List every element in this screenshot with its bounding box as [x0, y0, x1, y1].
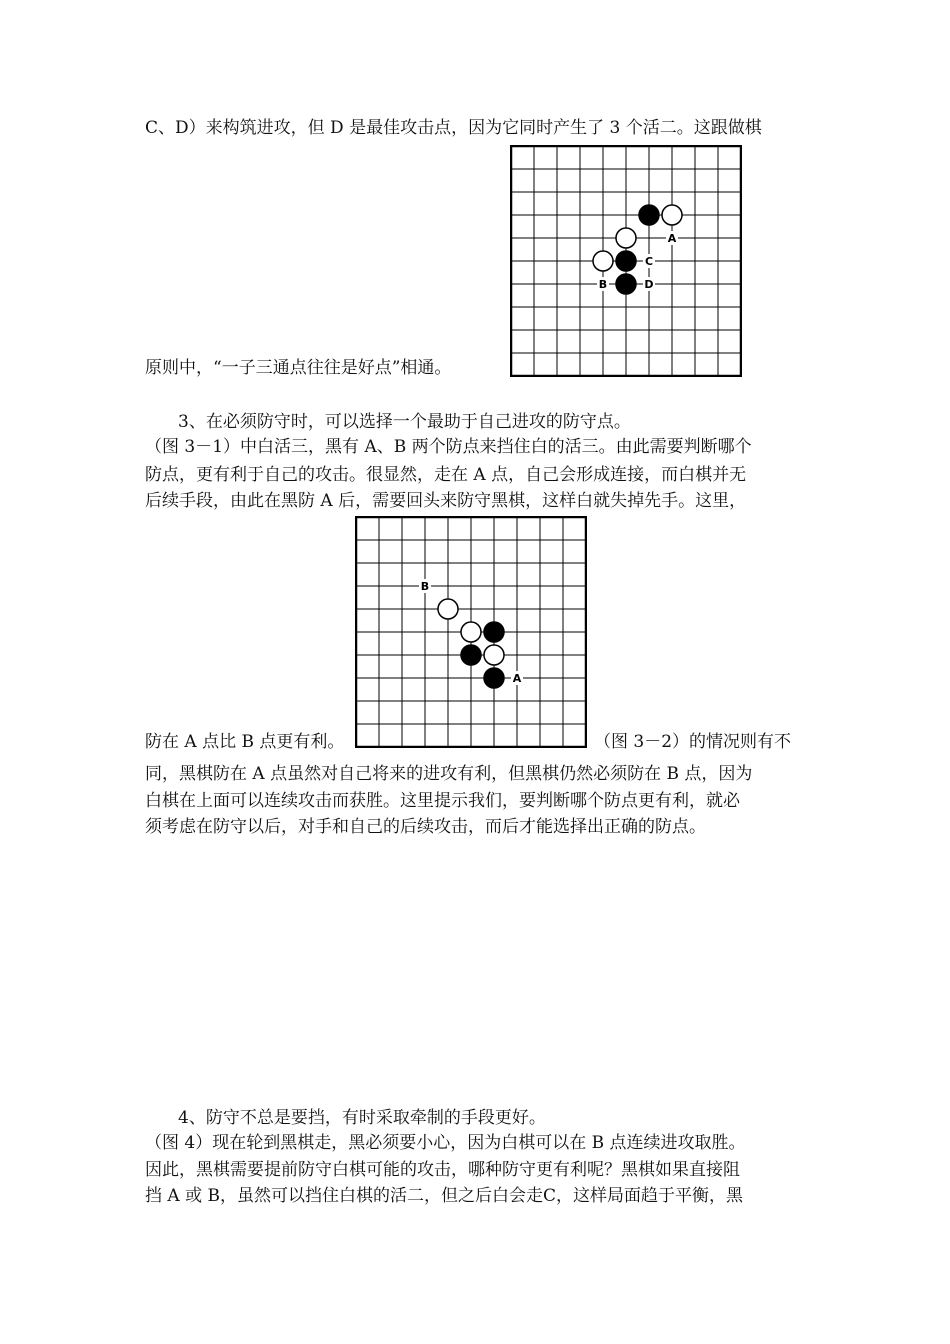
black-stone	[639, 205, 659, 225]
white-stone	[461, 622, 481, 642]
para-line-6: 后续手段，由此在黑防 A 后，需要回头来防守黑棋，这样白就失掉先手。这里，	[145, 491, 747, 511]
black-stone	[616, 274, 636, 294]
board-svg	[510, 145, 742, 377]
point-label: C	[644, 255, 654, 268]
para-line-12: （图 4）现在轮到黑棋走，黑必须要小心，因为白棋可以在 B 点连续进攻取胜。	[145, 1133, 746, 1153]
para-line-5: 防点，更有利于自己的攻击。很显然，走在 A 点，自己会形成连接，而白棋并无	[145, 465, 747, 485]
black-stone	[484, 622, 504, 642]
gomoku-board-figure-3-1	[355, 516, 587, 748]
point-label: A	[512, 672, 522, 685]
board-svg	[355, 516, 587, 748]
para-line-4: （图 3－1）中白活三，黑有 A、B 两个防点来挡住白的活三。由此需要判断哪个	[145, 437, 752, 457]
black-stone	[616, 251, 636, 271]
white-stone	[616, 228, 636, 248]
gomoku-board-figure-2	[510, 145, 742, 377]
white-stone	[484, 645, 504, 665]
white-stone	[662, 205, 682, 225]
white-stone	[593, 251, 613, 271]
point-label: B	[420, 580, 430, 593]
para-line-1: C、D）来构筑进攻，但 D 是最佳攻击点，因为它同时产生了 3 个活二。这跟做棋	[145, 118, 762, 138]
white-stone	[438, 599, 458, 619]
para-line-8: 同，黑棋防在 A 点虽然对自己将来的进攻有利，但黑棋仍然必须防在 B 点，因为	[145, 764, 753, 784]
para-line-7a: 防在 A 点比 B 点更有利。	[145, 732, 345, 752]
para-line-9: 白棋在上面可以连续攻击而获胜。这里提示我们，要判断哪个防点更有利，就必	[145, 791, 740, 811]
black-stone	[461, 645, 481, 665]
point-label: B	[598, 278, 608, 291]
para-line-7b: （图 3－2）的情况则有不	[594, 732, 792, 752]
point-label: D	[644, 278, 654, 291]
para-line-2: 原则中，“一子三通点往往是好点”相通。	[145, 358, 452, 378]
para-line-13: 因此，黑棋需要提前防守白棋可能的攻击，哪种防守更有利呢？黑棋如果直接阻	[145, 1160, 740, 1180]
point-label: A	[667, 232, 677, 245]
black-stone	[484, 668, 504, 688]
para-line-10: 须考虑在防守以后，对手和自己的后续攻击，而后才能选择出正确的防点。	[145, 817, 706, 837]
para-line-11: 4、防守不总是要挡，有时采取牵制的手段更好。	[178, 1108, 546, 1128]
para-line-14: 挡 A 或 B，虽然可以挡住白棋的活二，但之后白会走C，这样局面趋于平衡，黑	[145, 1186, 743, 1206]
para-line-3: 3、在必须防守时，可以选择一个最助于自己进攻的防守点。	[178, 412, 631, 432]
